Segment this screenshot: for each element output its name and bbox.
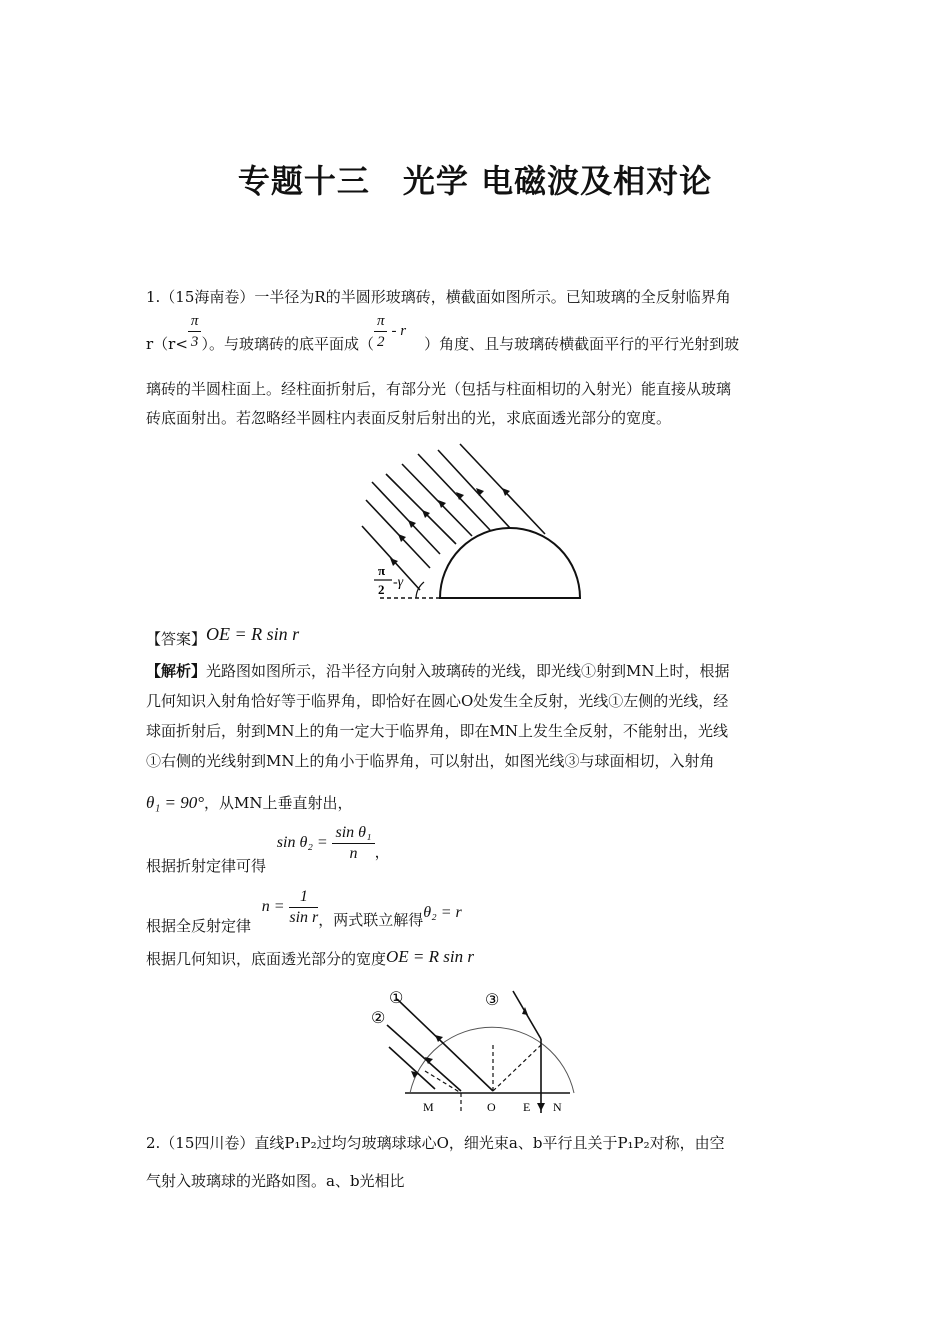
- fig2-label-2: ②: [371, 1010, 386, 1027]
- page-title: 专题十三 光学 电磁波及相对论: [237, 162, 713, 200]
- q1-line4: 砖底面射出。若忽略经半圆柱内表面反射后射出的光，求底面透光部分的宽度。: [146, 409, 672, 427]
- answer-formula: OE = R sin r: [206, 624, 300, 644]
- analysis-line1: 【解析】光路图如图所示，沿半径方向射入玻璃砖的光线，即光线①射到MN上时，根据: [146, 662, 730, 680]
- q2-line1: 2.（15四川卷）直线P₁P₂过均匀玻璃球球心O，细光束a、b平行且关于P₁P₂对称，由空: [146, 1134, 725, 1152]
- frac-pi-over-3: $\frac{\pi}{3}$: [188, 311, 202, 352]
- q1-line3: 璃砖的半圆柱面上。经柱面折射后，有部分光（包括与柱面相切的入射光）能直接从玻璃: [146, 380, 732, 398]
- fig1-label-gamma: -γ: [393, 575, 404, 590]
- figure-semicircle-parallel-light: [360, 440, 590, 605]
- fig2-axis-E: E: [523, 1100, 531, 1114]
- fig2-axis-M: M: [423, 1100, 434, 1114]
- tir-line: 根据全反射定律 n = $\frac{1}{\text{sin r}}$ ，两式联立解得θ₂ = r: [146, 887, 462, 935]
- fig2-axis-O: O: [487, 1100, 496, 1114]
- minus-r: - r: [391, 323, 407, 339]
- fig2-label-1: ①: [389, 990, 404, 1007]
- analysis-line2: 几何知识入射角恰好等于临界角，即恰好在圆心O处发生全反射，光线①左侧的光线，经: [146, 692, 729, 710]
- semicircle-brick: [440, 528, 580, 598]
- q1-line2-a: r（r<: [146, 335, 188, 353]
- tir-fraction: $\frac{1}{\text{sin r}}$: [289, 887, 319, 926]
- q1-line1: 1.（15海南卷）一半径为R的半圆形玻璃砖，横截面如图所示。已知玻璃的全反射临界角: [146, 288, 731, 306]
- snell-fraction: $\frac{\text{sin θ₁}}{n}$: [332, 823, 374, 864]
- figure-light-path-semicircle: [365, 985, 575, 1125]
- theta1-formula: θ₁ = 90°: [146, 793, 205, 812]
- frac-pi-over-2: $\frac{\pi}{2}$: [374, 311, 388, 352]
- analysis-line5: θ₁ = 90°，从MN上垂直射出，: [146, 793, 353, 812]
- q2-line2: 气射入玻璃球的光路如图。a、b光相比: [146, 1172, 405, 1190]
- fig1-label-2: 2: [378, 582, 385, 597]
- answer-line: [146, 623, 808, 654]
- q1-line2: [146, 312, 808, 367]
- analysis-line4: ①右侧的光线射到MN上的角小于临界角，可以射出，如图光线③与球面相切，入射角: [146, 752, 715, 770]
- fig2-axis-N: N: [553, 1100, 562, 1114]
- q1-line2-c: ）角度、且与玻璃砖横截面平行的平行光射到玻: [424, 335, 740, 353]
- fig2-label-3: ③: [485, 992, 500, 1009]
- snell-line: 根据折射定律可得 sin θ₂ = $\frac{\text{sin θ₁}}{n}$ ，: [146, 823, 390, 875]
- answer-label: 【答案】: [146, 630, 207, 648]
- q1-line2-b: ）。与玻璃砖的底平面成（: [201, 335, 374, 353]
- fig1-label-pi: π: [378, 563, 386, 578]
- analysis-label: 【解析】: [146, 662, 207, 680]
- analysis-line3: 球面折射后，射到MN上的角一定大于临界角，即在MN上发生全反射，不能射出，光线: [146, 722, 728, 740]
- geo-line: 根据几何知识，底面透光部分的宽度OE = R sin r: [146, 947, 474, 968]
